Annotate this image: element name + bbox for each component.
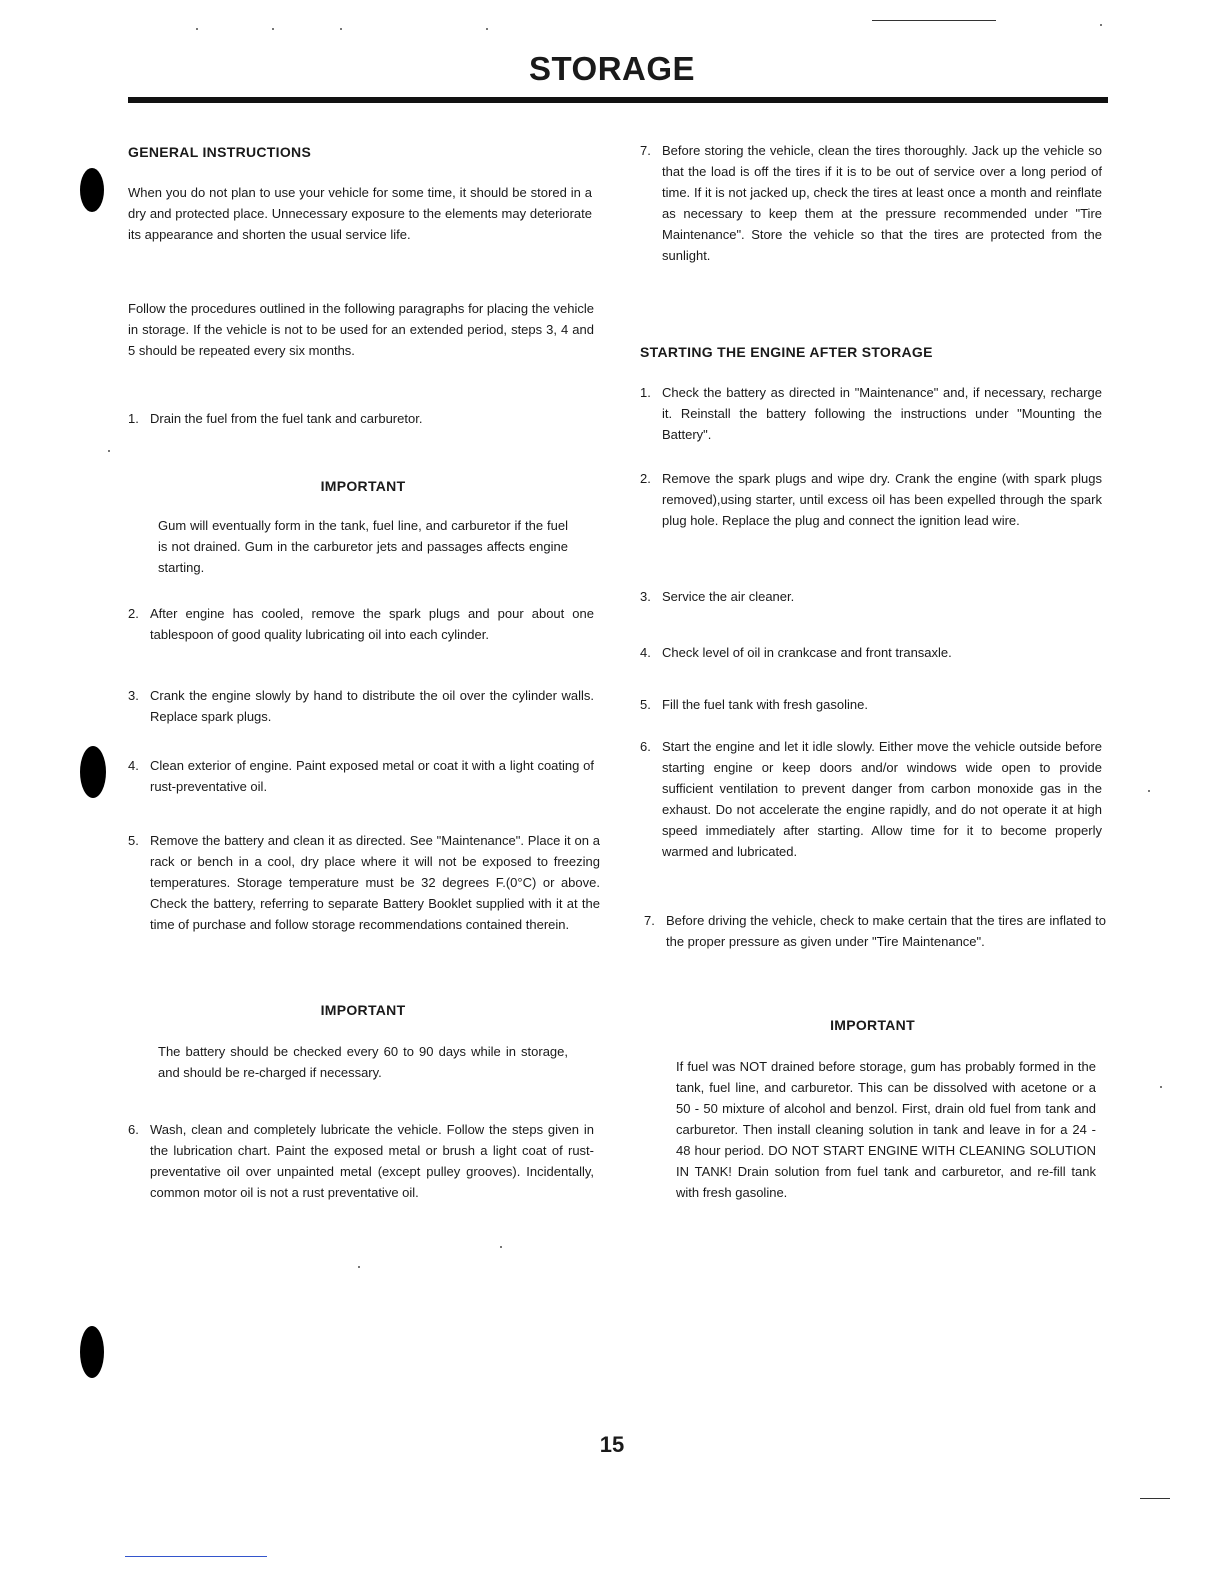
starting-step-3: 3. Service the air cleaner. [640,589,795,604]
intro-paragraph-2: Follow the procedures outlined in the following paragraphs for placing the vehicle in storage. If the vehicle is not to be used for an extended period, steps 3, 4 and 5 should be repeated every six months. [128,301,594,358]
storage-step-4: 4. Clean exterior of engine. Paint exposed metal or coat it with a light coating of rust-preventative oil. [128,758,594,794]
general-instructions-heading: GENERAL INSTRUCTIONS [128,144,312,160]
storage-step-6: 6. Wash, clean and completely lubricate the vehicle. Follow the steps given in the lubrication chart. Paint the exposed metal or brush a light coat of rust-preventative oil over unpainted metal (except pulley grooves). Incidentally, common motor oil is not a rust preventative oil. [128,1122,594,1200]
important-text-1: Gum will eventually form in the tank, fuel line, and carburetor if the fuel is not drained. Gum in the carburetor jets and passages affects engine starting. [158,518,568,575]
speck [486,28,488,30]
starting-step-4: 4. Check level of oil in crankcase and front transaxle. [640,645,952,660]
speck [340,28,342,30]
binder-hole-middle [80,746,106,798]
speck [358,1266,360,1268]
scan-mark-corner [1140,1498,1170,1499]
important-label-3: IMPORTANT [830,1017,915,1033]
starting-step-1: 1. Check the battery as directed in "Maintenance" and, if necessary, recharge it. Reinstall the battery following the instructions under "Mounting the Battery". [640,385,1102,442]
starting-step-5: 5. Fill the fuel tank with fresh gasoline. [640,697,868,712]
storage-step-7: 7. Before storing the vehicle, clean the tires thoroughly. Jack up the vehicle so that the load is off the tires if it is to be out of service over a long period of time. If it is not jacked up, check the tires at least once a month and reinflate as necessary to keep them at the pressure recommended under "Tire Maintenance". Store the vehicle so that the tires are protected from the sunlight. [640,143,1102,263]
important-text-2: The battery should be checked every 60 to 90 days while in storage, and should be re-charged if necessary. [158,1044,568,1080]
starting-step-2: 2. Remove the spark plugs and wipe dry. Crank the engine (with spark plugs removed),using starter, until excess oil has been expelled through the spark plug hole. Replace the plug and connect the ignition lead wire. [640,471,1102,528]
starting-engine-heading: STARTING THE ENGINE AFTER STORAGE [640,344,933,360]
speck [272,28,274,30]
speck [1160,1086,1162,1088]
binder-hole-top [80,168,104,212]
intro-paragraph-1: When you do not plan to use your vehicle for some time, it should be stored in a dry and protected place. Unnecessary exposure to the elements may deteriorate its appearance and shorten the usual service life. [128,185,592,242]
important-label-2: IMPORTANT [320,1002,406,1018]
starting-step-7: 7. Before driving the vehicle, check to make certain that the tires are inflated to the proper pressure as given under "Tire Maintenance". [644,913,1106,949]
storage-step-3: 3. Crank the engine slowly by hand to distribute the oil over the cylinder walls. Replace spark plugs. [128,688,594,724]
storage-step-1: 1. Drain the fuel from the fuel tank and carburetor. [128,411,423,426]
starting-step-6: 6. Start the engine and let it idle slowly. Either move the vehicle outside before starting engine or keep doors and/or windows wide open to provide sufficient ventilation to prevent danger from carbon monoxide gas in the exhaust. Do not accelerate the engine rapidly, and do not operate it at high speed immediately after starting. Allow time for it to become properly warmed and lubricated. [640,739,1102,859]
binder-hole-bottom [80,1326,104,1378]
page-title: STORAGE [528,50,696,87]
important-text-3: If fuel was NOT drained before storage, gum has probably formed in the tank, fuel line, and carburetor. This can be dissolved with acetone or a 50 - 50 mixture of alcohol and benzol. First, drain old fuel from tank and carburetor. Then install cleaning solution in tank and leave in for a 24 - 48 hour period. DO NOT START ENGINE WITH CLEANING SOLUTION IN TANK! Drain solution from fuel tank and carburetor, and re-fill tank with fresh gasoline. [676,1059,1096,1200]
speck [196,28,198,30]
scan-mark-top [872,20,996,21]
speck [108,450,110,452]
storage-step-5: 5. Remove the battery and clean it as directed. See "Maintenance". Place it on a rack or bench in a cool, dry place where it will not be exposed to freezing temperatures. Storage temperature must be 32 degrees F.(0°C) or above. Check the battery, referring to separate Battery Booklet supplied with it at the time of purchase and follow storage recommendations contained therein. [128,833,600,932]
important-label-1: IMPORTANT [320,478,406,494]
title-rule [128,97,1108,103]
storage-step-2: 2. After engine has cooled, remove the spark plugs and pour about one tablespoon of good quality lubricating oil into each cylinder. [128,606,594,642]
page-number: 15 [599,1432,625,1457]
speck [500,1246,502,1248]
speck [1100,24,1102,26]
speck [1148,790,1150,792]
scan-mark-bottom [125,1556,267,1557]
